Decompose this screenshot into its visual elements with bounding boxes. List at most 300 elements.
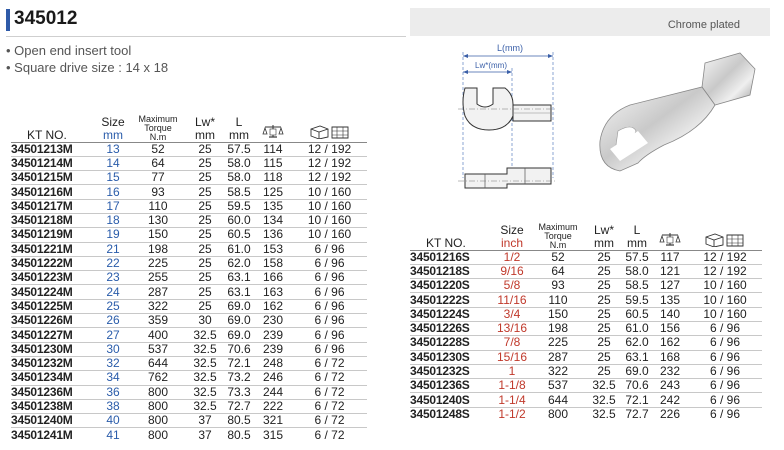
dim-lw-label: Lw*(mm) (475, 61, 507, 70)
kt-number-cell: 34501234M (11, 370, 73, 385)
size-cell: 32 (106, 356, 120, 371)
max-torque-cell: 150 (547, 306, 569, 321)
col-kt: KT NO. (426, 235, 466, 250)
col-torque-l2: Torque (544, 230, 572, 241)
package-qty-cell: 6 / 96 (314, 327, 345, 342)
size-cell: 26 (106, 313, 120, 328)
max-torque-cell: 322 (547, 364, 569, 379)
length-cell: 72.7 (625, 406, 649, 421)
col-size-unit: mm (103, 127, 123, 142)
kt-number-cell: 34501236S (410, 378, 470, 393)
length-cell: 59.5 (625, 292, 649, 307)
feature-item: • Square drive size : 14 x 18 (6, 59, 168, 76)
table-row (410, 364, 762, 378)
table-row (410, 293, 762, 307)
col-size (494, 218, 530, 250)
table-row (410, 336, 762, 350)
size-cell: 18 (106, 213, 120, 228)
table-header-row (11, 108, 367, 142)
length-cell: 58.0 (227, 170, 251, 185)
table-row (11, 371, 367, 385)
weight-cell: 321 (262, 413, 284, 428)
weight-cell: 134 (262, 213, 284, 228)
kt-number-cell: 34501228S (410, 335, 470, 350)
lw-cell: 37 (198, 427, 212, 442)
inch-spec-table (410, 218, 762, 421)
length-cell: 58.0 (227, 155, 251, 170)
scale-weight-icon (262, 123, 284, 139)
table-row (11, 213, 367, 227)
table-row (11, 385, 367, 399)
col-kt: KT NO. (27, 127, 67, 142)
lw-cell: 25 (597, 249, 611, 264)
kt-number-cell: 34501226S (410, 321, 470, 336)
size-cell: 16 (106, 184, 120, 199)
package-qty-cell: 10 / 160 (307, 198, 352, 213)
max-torque-cell: 287 (547, 349, 569, 364)
lw-cell: 30 (198, 313, 212, 328)
size-cell: 40 (106, 413, 120, 428)
lw-cell: 37 (198, 413, 212, 428)
col-torque-l3: N.m (149, 131, 167, 142)
size-cell: 1-1/4 (498, 392, 526, 407)
max-torque-cell: 198 (547, 321, 569, 336)
kt-number-cell: 34501220S (410, 278, 470, 293)
size-cell: 21 (106, 241, 120, 256)
weight-cell: 248 (262, 356, 284, 371)
col-lw (186, 108, 224, 142)
package-qty-cell: 6 / 96 (314, 341, 345, 356)
package-qty-cell: 6 / 96 (314, 256, 345, 271)
package-qty-cell: 6 / 72 (314, 398, 345, 413)
dim-l-label: L(mm) (497, 43, 523, 53)
size-cell: 1/2 (503, 249, 521, 264)
col-lw-unit: mm (195, 127, 215, 142)
lw-cell: 25 (198, 270, 212, 285)
table-row (410, 307, 762, 321)
length-cell: 58.0 (625, 263, 649, 278)
table-row (11, 299, 367, 313)
weight-cell: 222 (262, 398, 284, 413)
col-package (292, 108, 367, 142)
max-torque-cell: 255 (147, 270, 169, 285)
weight-cell: 153 (262, 241, 284, 256)
col-l-unit: mm (627, 235, 647, 250)
max-torque-cell: 110 (148, 198, 168, 213)
package-qty-cell: 6 / 96 (709, 335, 741, 350)
package-qty-cell: 12 / 192 (307, 155, 352, 170)
kt-number-cell: 34501224S (410, 306, 470, 321)
lw-cell: 25 (198, 198, 212, 213)
size-cell: 1 (508, 364, 516, 379)
size-cell: 36 (106, 384, 120, 399)
package-qty-cell: 6 / 72 (314, 370, 345, 385)
lw-cell: 32.5 (193, 327, 217, 342)
length-cell: 58.5 (227, 184, 251, 199)
col-l (622, 218, 652, 250)
lw-cell: 25 (198, 184, 212, 199)
max-torque-cell: 537 (147, 341, 169, 356)
size-cell: 27 (106, 327, 120, 342)
package-qty-cell: 12 / 192 (703, 263, 747, 278)
table-row (410, 407, 762, 421)
max-torque-cell: 225 (147, 256, 169, 271)
table-row (11, 356, 367, 370)
lw-cell: 25 (198, 227, 212, 242)
table-row (11, 414, 367, 428)
length-cell: 61.0 (625, 321, 649, 336)
table-row (410, 379, 762, 393)
table-row (410, 279, 762, 293)
length-cell: 80.5 (227, 413, 251, 428)
weight-cell: 242 (659, 392, 681, 407)
max-torque-cell: 64 (551, 263, 565, 278)
max-torque-cell: 93 (551, 278, 565, 293)
length-cell: 63.1 (227, 270, 251, 285)
kt-number-cell: 34501217M (11, 198, 73, 213)
length-cell: 62.0 (625, 335, 649, 350)
weight-cell: 118 (263, 170, 283, 185)
lw-cell: 25 (198, 241, 212, 256)
lw-cell: 25 (597, 335, 611, 350)
kt-number-cell: 34501218S (410, 263, 470, 278)
col-l-label: L (633, 222, 641, 237)
lw-cell: 32.5 (193, 384, 217, 399)
weight-cell: 246 (262, 370, 284, 385)
package-qty-cell: 12 / 192 (703, 249, 747, 264)
max-torque-cell: 644 (547, 392, 569, 407)
weight-cell: 239 (262, 327, 284, 342)
col-torque (130, 108, 186, 142)
package-qty-cell: 12 / 192 (307, 141, 352, 156)
kt-number-cell: 34501213M (11, 141, 73, 156)
table-row (11, 156, 367, 170)
kt-number-cell: 34501223M (11, 270, 73, 285)
weight-cell: 135 (262, 198, 284, 213)
kt-number-cell: 34501238M (11, 398, 73, 413)
package-qty-cell: 6 / 96 (709, 321, 741, 336)
kt-number-cell: 34501227M (11, 327, 73, 342)
weight-cell: 239 (262, 341, 284, 356)
length-cell: 60.5 (625, 306, 649, 321)
lw-cell: 32.5 (193, 356, 217, 371)
weight-cell: 168 (659, 349, 681, 364)
feature-item: • Open end insert tool (6, 42, 168, 59)
weight-cell: 243 (659, 378, 681, 393)
scale-weight-icon (659, 231, 681, 247)
finish-label: Chrome plated (410, 8, 770, 36)
table-row (11, 428, 367, 442)
package-qty-cell: 6 / 96 (314, 284, 345, 299)
table-row (11, 256, 367, 270)
table-row (11, 285, 367, 299)
length-cell: 57.5 (227, 141, 251, 156)
lw-cell: 32.5 (193, 398, 217, 413)
max-torque-cell: 762 (147, 370, 169, 385)
lw-cell: 32.5 (592, 406, 616, 421)
weight-cell: 156 (659, 321, 681, 336)
col-size-label: Size (500, 222, 524, 237)
length-cell: 60.0 (227, 213, 251, 228)
col-lw-unit: mm (594, 235, 614, 250)
col-size (96, 108, 130, 142)
box-package-icon (308, 123, 352, 139)
table-row (410, 250, 762, 264)
table-row (11, 328, 367, 342)
package-qty-cell: 10 / 160 (703, 292, 747, 307)
size-cell: 15 (106, 170, 120, 185)
inch-table-body (410, 250, 762, 421)
size-cell: 30 (106, 341, 120, 356)
col-torque-l1: Maximum (138, 113, 178, 124)
tool-dimension-diagram (455, 38, 565, 200)
max-torque-cell: 800 (147, 413, 169, 428)
length-cell: 80.5 (227, 427, 251, 442)
weight-cell: 114 (263, 141, 283, 156)
metric-table-body (11, 142, 367, 442)
table-header-row (410, 218, 762, 250)
col-l-label: L (235, 114, 243, 129)
weight-cell: 232 (659, 364, 681, 379)
package-qty-cell: 6 / 72 (314, 384, 345, 399)
weight-cell: 244 (262, 384, 284, 399)
weight-cell: 135 (659, 292, 681, 307)
length-cell: 73.3 (227, 384, 251, 399)
weight-cell: 136 (262, 227, 284, 242)
kt-number-cell: 34501216M (11, 184, 73, 199)
max-torque-cell: 64 (151, 155, 165, 170)
kt-number-cell: 34501232M (11, 356, 73, 371)
max-torque-cell: 800 (147, 398, 169, 413)
package-qty-cell: 6 / 96 (709, 378, 741, 393)
table-row (11, 242, 367, 256)
weight-cell: 121 (659, 263, 681, 278)
kt-number-cell: 34501240M (11, 413, 73, 428)
size-cell: 14 (106, 155, 120, 170)
size-cell: 17 (106, 198, 120, 213)
col-torque-l3: N.m (549, 239, 567, 250)
col-size-unit: inch (500, 235, 523, 250)
size-cell: 41 (106, 427, 120, 442)
package-qty-cell: 6 / 96 (314, 270, 345, 285)
weight-cell: 162 (262, 298, 284, 313)
size-cell: 7/8 (503, 335, 521, 350)
length-cell: 62.0 (227, 256, 251, 271)
weight-cell: 117 (660, 249, 680, 264)
package-qty-cell: 6 / 72 (314, 356, 345, 371)
length-cell: 63.1 (625, 349, 649, 364)
size-cell: 38 (106, 398, 120, 413)
feature-list (6, 42, 168, 76)
package-qty-cell: 6 / 96 (709, 364, 741, 379)
header-divider (6, 36, 406, 37)
max-torque-cell: 52 (151, 141, 165, 156)
max-torque-cell: 800 (547, 406, 569, 421)
weight-cell: 230 (262, 313, 284, 328)
length-cell: 69.0 (227, 327, 251, 342)
table-row (11, 199, 367, 213)
weight-cell: 140 (659, 306, 681, 321)
metric-spec-table (11, 108, 367, 442)
product-code: 345012 (14, 8, 78, 29)
size-cell: 9/16 (500, 263, 524, 278)
kt-number-cell: 34501218M (11, 213, 73, 228)
kt-number-cell: 34501226M (11, 313, 73, 328)
size-cell: 34 (106, 370, 120, 385)
package-qty-cell: 10 / 160 (703, 278, 747, 293)
length-cell: 70.6 (625, 378, 649, 393)
lw-cell: 32.5 (193, 370, 217, 385)
col-l (224, 108, 254, 142)
max-torque-cell: 77 (151, 170, 165, 185)
size-cell: 19 (106, 227, 120, 242)
lw-cell: 25 (597, 321, 611, 336)
max-torque-cell: 322 (147, 298, 169, 313)
package-qty-cell: 10 / 160 (307, 227, 352, 242)
col-weight (652, 218, 688, 250)
weight-cell: 127 (659, 278, 681, 293)
length-cell: 70.6 (227, 341, 251, 356)
lw-cell: 25 (198, 284, 212, 299)
max-torque-cell: 225 (547, 335, 569, 350)
length-cell: 60.5 (227, 227, 251, 242)
size-cell: 11/16 (497, 292, 527, 307)
length-cell: 57.5 (625, 249, 649, 264)
weight-cell: 125 (262, 184, 284, 199)
length-cell: 73.2 (227, 370, 251, 385)
kt-number-cell: 34501222M (11, 256, 73, 271)
max-torque-cell: 800 (147, 384, 169, 399)
size-cell: 1-1/8 (498, 378, 526, 393)
kt-number-cell: 34501240S (410, 392, 470, 407)
weight-cell: 162 (659, 335, 681, 350)
package-qty-cell: 6 / 96 (709, 349, 741, 364)
lw-cell: 25 (597, 364, 611, 379)
col-l-unit: mm (229, 127, 249, 142)
size-cell: 24 (106, 284, 120, 299)
col-torque-l1: Maximum (538, 221, 578, 232)
kt-number-cell: 34501221M (11, 241, 73, 256)
table-row (11, 271, 367, 285)
lw-cell: 25 (198, 298, 212, 313)
col-weight (254, 108, 292, 142)
package-qty-cell: 10 / 160 (703, 306, 747, 321)
size-cell: 25 (106, 298, 120, 313)
lw-cell: 25 (597, 278, 611, 293)
header-accent-bar (6, 9, 10, 31)
weight-cell: 226 (659, 406, 681, 421)
lw-cell: 25 (198, 256, 212, 271)
col-size-label: Size (101, 114, 125, 129)
kt-number-cell: 34501214M (11, 155, 73, 170)
product-photo (590, 45, 765, 195)
kt-number-cell: 34501224M (11, 284, 73, 299)
length-cell: 69.0 (227, 313, 251, 328)
max-torque-cell: 400 (147, 327, 169, 342)
package-qty-cell: 10 / 160 (307, 213, 352, 228)
col-lw-label: Lw* (593, 222, 614, 237)
package-qty-cell: 6 / 96 (314, 313, 345, 328)
max-torque-cell: 359 (147, 313, 169, 328)
size-cell: 3/4 (503, 306, 521, 321)
package-qty-cell: 6 / 96 (314, 241, 345, 256)
weight-cell: 163 (262, 284, 284, 299)
length-cell: 69.0 (625, 364, 649, 379)
lw-cell: 25 (597, 306, 611, 321)
weight-cell: 115 (263, 155, 283, 170)
size-cell: 13 (106, 141, 120, 156)
weight-cell: 166 (262, 270, 284, 285)
max-torque-cell: 800 (147, 427, 169, 442)
max-torque-cell: 110 (548, 292, 568, 307)
kt-number-cell: 34501222S (410, 292, 470, 307)
weight-cell: 158 (262, 256, 284, 271)
lw-cell: 25 (198, 155, 212, 170)
lw-cell: 25 (198, 141, 212, 156)
package-qty-cell: 12 / 192 (307, 170, 352, 185)
table-row (410, 264, 762, 278)
kt-number-cell: 34501215M (11, 170, 73, 185)
table-row (410, 393, 762, 407)
lw-cell: 25 (198, 170, 212, 185)
length-cell: 72.7 (227, 398, 251, 413)
kt-number-cell: 34501232S (410, 364, 470, 379)
max-torque-cell: 644 (147, 356, 169, 371)
max-torque-cell: 52 (551, 249, 565, 264)
box-package-icon (703, 231, 747, 247)
length-cell: 69.0 (227, 298, 251, 313)
size-cell: 1-1/2 (498, 406, 526, 421)
size-cell: 13/16 (496, 321, 528, 336)
col-lw (586, 218, 622, 250)
size-cell: 5/8 (503, 278, 521, 293)
table-row (410, 350, 762, 364)
col-lw-label: Lw* (194, 114, 215, 129)
size-cell: 22 (106, 256, 120, 271)
lw-cell: 32.5 (193, 341, 217, 356)
page-header (0, 0, 770, 38)
length-cell: 58.5 (625, 278, 649, 293)
kt-number-cell: 34501230M (11, 341, 73, 356)
kt-number-cell: 34501225M (11, 298, 73, 313)
package-qty-cell: 6 / 72 (314, 427, 345, 442)
kt-number-cell: 34501248S (410, 406, 470, 421)
package-qty-cell: 6 / 96 (709, 392, 741, 407)
table-row (11, 185, 367, 199)
kt-number-cell: 34501230S (410, 349, 470, 364)
weight-cell: 315 (262, 427, 284, 442)
col-torque (530, 218, 586, 250)
lw-cell: 25 (597, 349, 611, 364)
size-cell: 23 (106, 270, 120, 285)
lw-cell: 32.5 (592, 378, 616, 393)
kt-number-cell: 34501241M (11, 427, 73, 442)
length-cell: 72.1 (227, 356, 251, 371)
max-torque-cell: 150 (147, 227, 169, 242)
size-cell: 15/16 (496, 349, 528, 364)
lw-cell: 32.5 (592, 392, 616, 407)
table-row (11, 171, 367, 185)
table-row (11, 314, 367, 328)
table-row (11, 399, 367, 413)
max-torque-cell: 537 (547, 378, 569, 393)
package-qty-cell: 6 / 96 (314, 298, 345, 313)
max-torque-cell: 93 (151, 184, 165, 199)
package-qty-cell: 6 / 72 (314, 413, 345, 428)
max-torque-cell: 198 (147, 241, 169, 256)
table-row (11, 342, 367, 356)
length-cell: 63.1 (227, 284, 251, 299)
